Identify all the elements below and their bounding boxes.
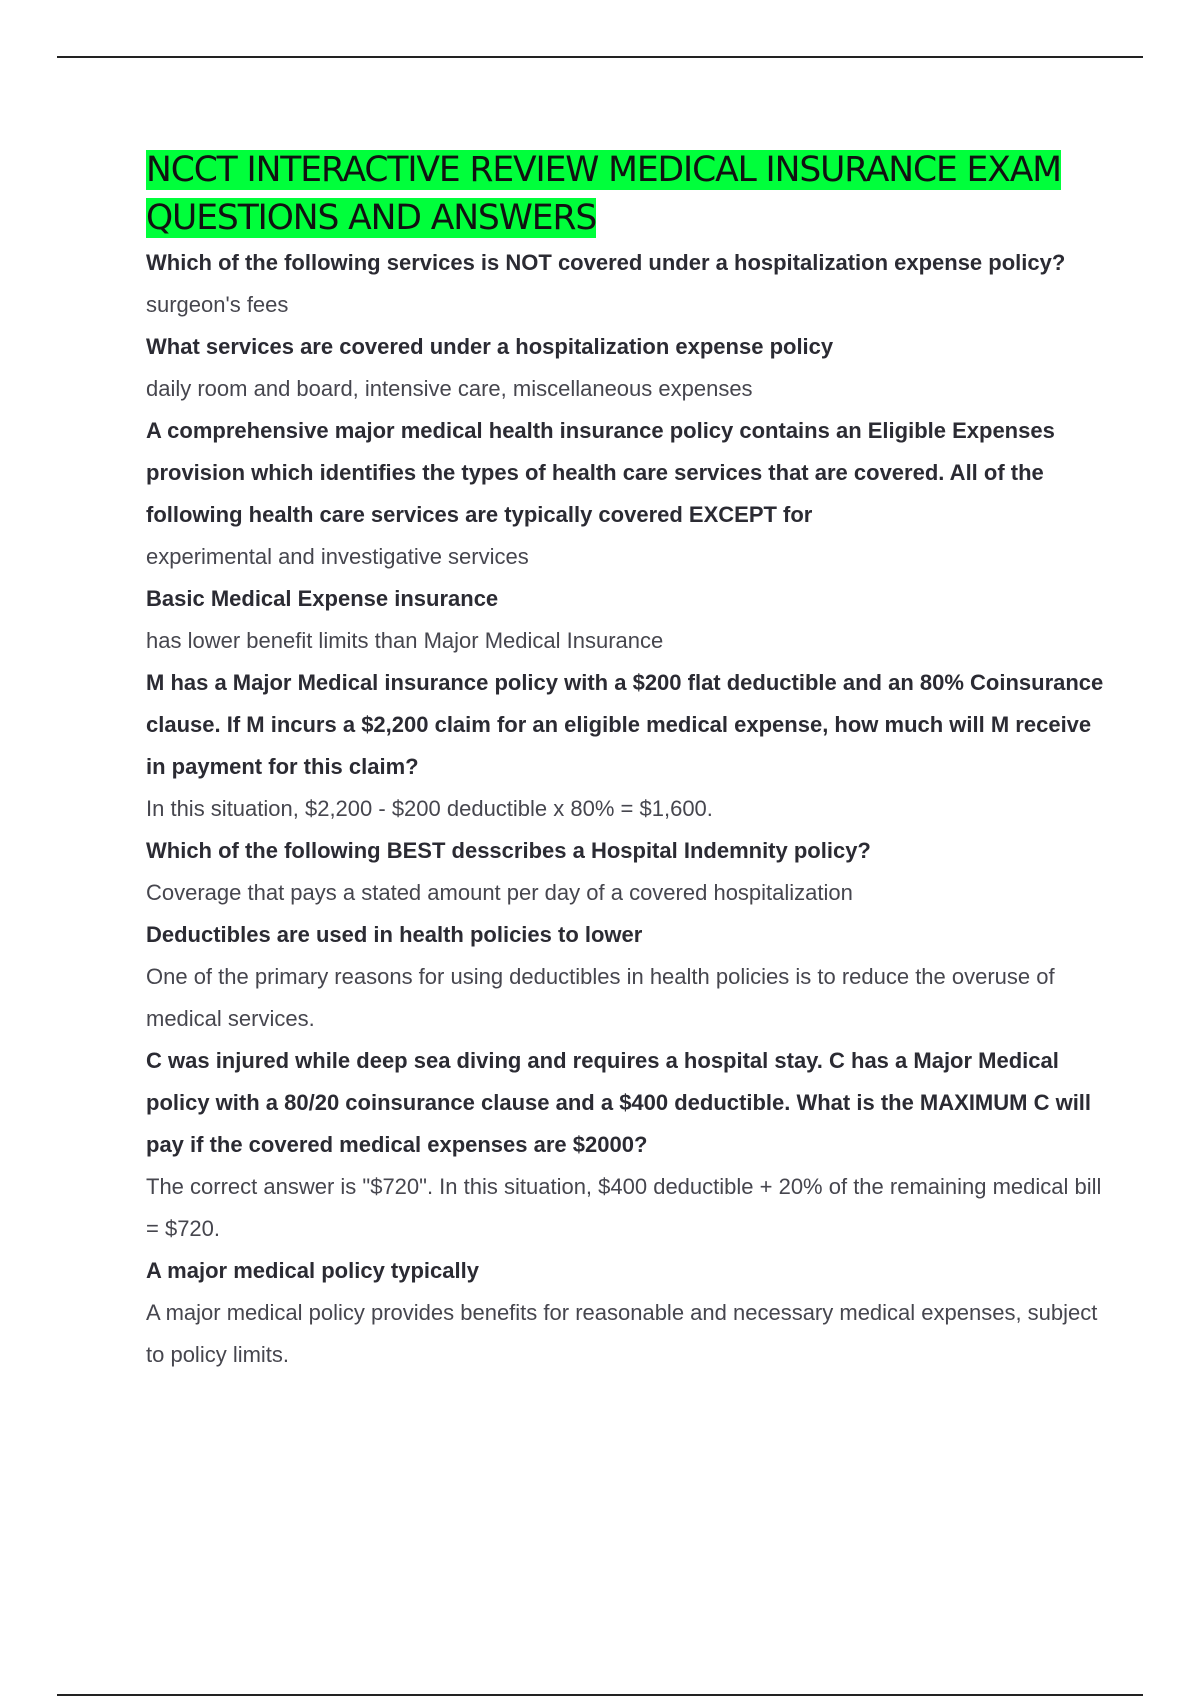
document-title xyxy=(146,146,1106,242)
question-9: A major medical policy typically xyxy=(146,1258,479,1283)
title-line-1: NCCT INTERACTIVE REVIEW MEDICAL INSURANCE EXAM xyxy=(146,150,1061,190)
question-3: A comprehensive major medical health insurance policy contains an Eligible Expenses provision which identifies the types of health care services that are covered. All of the following health care services are typically covered EXCEPT for xyxy=(146,418,1055,527)
answer-6: Coverage that pays a stated amount per day of a covered hospitalization xyxy=(146,880,853,905)
answer-5: In this situation, $2,200 - $200 deductible x 80% = $1,600. xyxy=(146,796,713,821)
qa-list xyxy=(146,242,1106,1376)
question-5: M has a Major Medical insurance policy with a $200 flat deductible and an 80% Coinsurance clause. If M incurs a $2,200 claim for an eligible medical expense, how much will M receive in payment for this claim? xyxy=(146,670,1104,779)
header-rule xyxy=(57,56,1143,58)
answer-3: experimental and investigative services xyxy=(146,544,529,569)
title-line-2: QUESTIONS AND ANSWERS xyxy=(146,198,597,238)
answer-2: daily room and board, intensive care, miscellaneous expenses xyxy=(146,376,753,401)
answer-9: A major medical policy provides benefits for reasonable and necessary medical expenses, subject to policy limits. xyxy=(146,1300,1098,1367)
question-6: Which of the following BEST desscribes a Hospital Indemnity policy? xyxy=(146,838,871,863)
question-1: Which of the following services is NOT covered under a hospitalization expense policy? xyxy=(146,250,1066,275)
answer-8: The correct answer is "$720". In this situation, $400 deductible + 20% of the remaining medical bill = $720. xyxy=(146,1174,1102,1241)
footer-rule xyxy=(57,1694,1143,1696)
question-8: C was injured while deep sea diving and requires a hospital stay. C has a Major Medical policy with a 80/20 coinsurance clause and a $400 deductible. What is the MAXIMUM C will pay if the covered medical expenses are $2000? xyxy=(146,1048,1092,1157)
answer-7: One of the primary reasons for using deductibles in health policies is to reduce the overuse of medical services. xyxy=(146,964,1055,1031)
question-4: Basic Medical Expense insurance xyxy=(146,586,499,611)
question-2: What services are covered under a hospitalization expense policy xyxy=(146,334,834,359)
question-7: Deductibles are used in health policies to lower xyxy=(146,922,643,947)
document-body xyxy=(146,146,1106,1376)
answer-1: surgeon's fees xyxy=(146,292,289,317)
answer-4: has lower benefit limits than Major Medical Insurance xyxy=(146,628,664,653)
